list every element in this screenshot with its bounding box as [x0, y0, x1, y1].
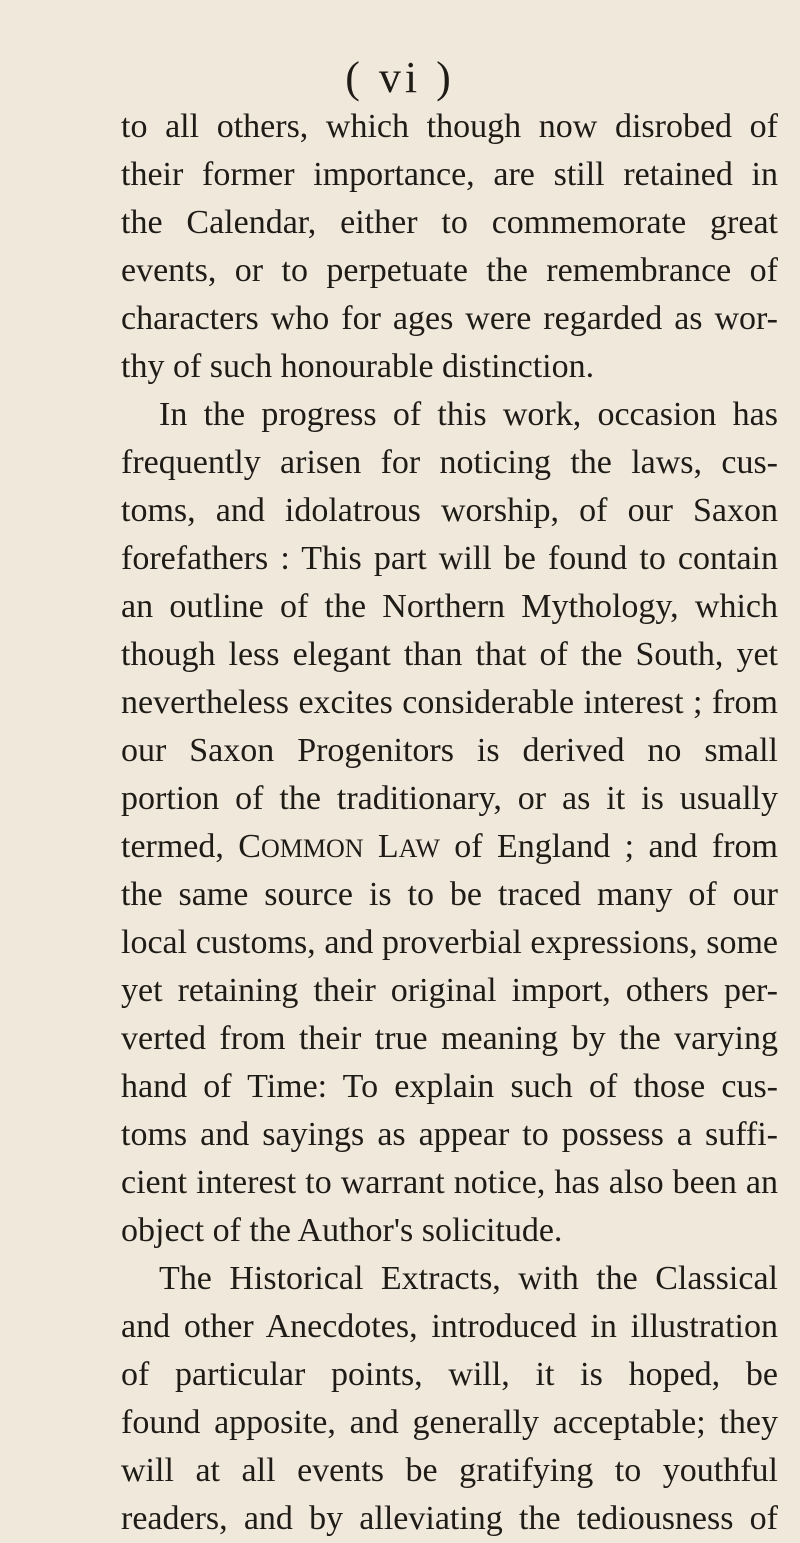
text-line: their former importance, are still retained in [121, 156, 778, 193]
text-line: toms, and idolatrous worship, of our Saxon [121, 492, 778, 529]
text-line: will at all events be gratifying to youthful [121, 1452, 778, 1489]
text-line: though less elegant than that of the South, yet [121, 636, 778, 673]
text-line: toms and sayings as appear to possess a suffi- [121, 1116, 778, 1153]
text-line: yet retaining their original import, others per- [121, 972, 778, 1009]
text-line: an outline of the Northern Mythology, which [121, 588, 778, 625]
text-line: found apposite, and generally acceptable; they [121, 1404, 778, 1441]
text-line: our Saxon Progenitors is derived no small [121, 732, 778, 769]
page-number: ( vi ) [345, 53, 455, 102]
text-line: verted from their true meaning by the varying [121, 1020, 778, 1057]
paragraph-start-line: In the progress of this work, occasion has [159, 396, 778, 433]
text-line: of particular points, will, it is hoped, be [121, 1356, 778, 1393]
text-line: frequently arisen for noticing the laws, cus- [121, 444, 778, 481]
paragraph-end-line: thy of such honourable distinction. [121, 348, 595, 385]
text-line: forefathers : This part will be found to contain [121, 540, 778, 577]
text-line: characters who for ages were regarded as wor- [121, 300, 778, 337]
text-line: the Calendar, either to commemorate great [121, 204, 778, 241]
text-line: nevertheless excites considerable interest ; from [121, 684, 778, 721]
text-line: cient interest to warrant notice, has also been an [121, 1164, 778, 1201]
text-line: and other Anecdotes, introduced in illustration [121, 1308, 778, 1345]
text-line: local customs, and proverbial expressions, some [121, 924, 778, 961]
text-line-common-law: termed, COMMON LAW of England ; and from [121, 828, 778, 865]
text-line: portion of the traditionary, or as it is usually [121, 780, 778, 817]
text-line: readers, and by alleviating the tediousness of [121, 1500, 778, 1537]
paragraph-start-line: The Historical Extracts, with the Classical [159, 1260, 778, 1297]
text-line: the same source is to be traced many of our [121, 876, 778, 913]
text-line: events, or to perpetuate the remembrance of [121, 252, 778, 289]
text-line: hand of Time: To explain such of those cus- [121, 1068, 778, 1105]
paragraph-end-line: object of the Author's solicitude. [121, 1212, 563, 1249]
text-line: to all others, which though now disrobed of [121, 108, 778, 145]
body-text [121, 103, 778, 1543]
